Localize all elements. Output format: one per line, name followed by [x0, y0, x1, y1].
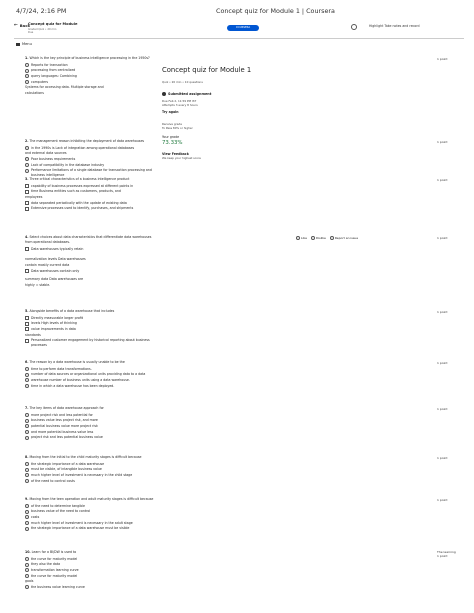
answer-option[interactable]: potential business value more project risk	[25, 424, 155, 429]
answer-option[interactable]: and more potential business value less	[25, 430, 155, 435]
coursera-logo[interactable]: COURSERA	[227, 25, 259, 31]
point-value: 1 point	[437, 310, 448, 314]
radio-button[interactable]	[25, 384, 29, 388]
submitted-status	[162, 92, 312, 96]
answer-option[interactable]: the business value learning curve	[25, 585, 155, 590]
answer-option: goals	[25, 579, 34, 584]
answer-option[interactable]: of the need to control costs	[25, 479, 155, 484]
radio-button[interactable]	[25, 468, 29, 472]
submitted-label: Submitted assignment	[168, 92, 212, 96]
checkbox[interactable]	[25, 207, 29, 211]
radio-button[interactable]	[25, 521, 29, 525]
checkbox[interactable]	[25, 184, 29, 188]
answer-option[interactable]: Performance limitations of a single database for transaction processing and business intelligence	[25, 168, 155, 178]
radio-button[interactable]	[25, 574, 29, 578]
radio-button[interactable]	[25, 413, 29, 417]
assignment-panel	[162, 66, 312, 160]
checkbox[interactable]	[25, 190, 29, 194]
radio-button[interactable]	[25, 585, 29, 589]
point-value: 1 point	[437, 236, 448, 240]
answer-option[interactable]: value improvements in data	[25, 327, 155, 332]
answer-option[interactable]: Reports for transaction	[25, 63, 155, 68]
due-value: Feb 2, 11:59 PM IST	[168, 99, 197, 103]
point-value: 1 point	[437, 498, 448, 502]
radio-button[interactable]	[25, 80, 29, 84]
report-issue-button[interactable]: Report an issue	[330, 236, 358, 240]
answer-option[interactable]: business value of the need to control	[25, 509, 155, 514]
radio-button[interactable]	[25, 568, 29, 572]
answer-option[interactable]: levels High levels of thinking	[25, 321, 155, 326]
answer-option[interactable]: business value less project risk, and more	[25, 418, 155, 423]
question-10	[25, 550, 155, 590]
point-value: 1 point	[437, 407, 448, 411]
checkbox[interactable]	[25, 269, 29, 273]
answer-option[interactable]: Lack of compatibility in the database industry	[25, 163, 155, 168]
course-sub-line-2: Due	[28, 31, 34, 35]
question-2	[25, 139, 155, 179]
question-8	[25, 455, 155, 484]
answer-option[interactable]: processing from centralized	[25, 68, 155, 73]
radio-button[interactable]	[25, 430, 29, 434]
answer-option: employees	[25, 194, 43, 199]
point-value: 1 point	[437, 361, 448, 365]
print-datetime: 4/7/24, 2:16 PM	[16, 7, 67, 15]
menu-button[interactable]	[16, 42, 32, 46]
radio-button[interactable]	[25, 527, 29, 531]
answer-option[interactable]: must be visible, of intangible business value	[25, 467, 155, 472]
radio-button[interactable]	[25, 557, 29, 561]
question-4	[25, 235, 155, 289]
answer-option[interactable]: costs	[25, 515, 155, 520]
radio-button[interactable]	[25, 473, 29, 477]
try-again-button[interactable]: Try again	[162, 110, 179, 114]
radio-button[interactable]	[25, 378, 29, 382]
point-value	[437, 550, 467, 558]
question-9	[25, 497, 155, 532]
radio-button[interactable]	[25, 504, 29, 508]
answer-option[interactable]: number of data sources or organizational units providing data to a data	[25, 372, 155, 377]
page-title: Concept quiz for Module 1	[162, 66, 252, 74]
answer-option: Systems for accessing data. Multiple storage and	[25, 85, 104, 90]
checkbox[interactable]	[25, 201, 29, 205]
answer-option[interactable]: much higher level of investment is necessary in the adult stage	[25, 521, 155, 526]
radio-button[interactable]	[25, 479, 29, 483]
answer-option[interactable]: the curve for maturity model	[25, 557, 155, 562]
answer-option[interactable]: more project risk and less potential for	[25, 413, 155, 418]
question-text: 1.Which is the key principle of business intelligence processing in the 1950s?	[25, 56, 150, 60]
check-circle-icon	[162, 92, 166, 96]
top-bar	[14, 21, 464, 36]
answer-option[interactable]: summary data Data warehouses are	[25, 277, 84, 282]
answer-option[interactable]: Extensive processes used to identify, purchases, and shipments	[25, 206, 155, 211]
dislike-button[interactable]: Dislike	[311, 236, 326, 240]
point-value: 1 point	[437, 178, 448, 182]
answer-option[interactable]: of the need to determine tangible	[25, 504, 155, 509]
radio-button[interactable]	[25, 373, 29, 377]
question-5	[25, 309, 155, 349]
answer-option[interactable]: the strategic importance of a data warehouse	[25, 462, 155, 467]
question-3	[25, 177, 155, 212]
grade-value: 73.33%	[162, 140, 183, 146]
due-label: Due	[162, 99, 168, 103]
feedback-row	[296, 236, 358, 240]
point-value: 1 point	[437, 57, 448, 61]
print-title: Concept quiz for Module 1 | Coursera	[216, 7, 335, 15]
answer-option[interactable]: the strategic importance of a data warehouse must be visible	[25, 526, 155, 531]
highest-score-note: We keep your highest score	[162, 156, 201, 160]
radio-button[interactable]	[25, 157, 29, 161]
question-text: 9.Moving from the teen operation and adult maturity stages is difficult because	[25, 497, 154, 501]
course-title: Concept quiz for Module	[28, 22, 78, 26]
radio-button[interactable]	[25, 367, 29, 371]
radio-button[interactable]	[25, 69, 29, 73]
answer-option[interactable]: the curve for maturity model	[25, 574, 155, 579]
radio-button[interactable]	[25, 146, 29, 150]
question-text: 5.Alongside benefits of a data warehouse that includes	[25, 309, 115, 313]
your-grade-label: Your grade	[162, 135, 180, 139]
answer-option[interactable]: data separated periodically with the update of existing data	[25, 201, 155, 206]
top-divider	[14, 38, 464, 39]
radio-button[interactable]	[25, 563, 29, 567]
question-1	[25, 56, 155, 96]
answer-option[interactable]: computers	[25, 80, 155, 85]
point-value: 1 point	[437, 140, 448, 144]
answer-option[interactable]: time Business entities such as customers, products, and	[25, 189, 155, 194]
arrow-left-icon: ←	[14, 23, 18, 28]
answer-option[interactable]: time to perform data transformations.	[25, 367, 155, 372]
radio-button[interactable]	[25, 515, 29, 519]
question-7	[25, 406, 155, 441]
checkbox[interactable]	[25, 339, 29, 343]
receive-grade-label: Receive grade	[162, 122, 182, 126]
answer-option[interactable]: in the 1990s is Lack of integration among operational databases	[25, 146, 155, 151]
thumbs-down-icon	[311, 236, 315, 240]
checkbox[interactable]	[25, 322, 29, 326]
radio-button[interactable]	[25, 419, 29, 423]
answer-option[interactable]: they also the data	[25, 562, 155, 567]
answer-option[interactable]: much higher level of investment is necessary in the child stage	[25, 473, 155, 478]
view-feedback-link[interactable]: View Feedback	[162, 152, 189, 156]
answer-option[interactable]: normalization levels Data warehouses	[25, 257, 86, 262]
point-value-text: 1 point	[437, 554, 448, 558]
radio-button[interactable]	[25, 163, 29, 167]
print-header	[0, 0, 474, 18]
radio-button[interactable]	[25, 63, 29, 67]
radio-button[interactable]	[25, 436, 29, 440]
quiz-meta: Quiz • 20 min • 10 questions	[162, 80, 203, 84]
question-text: 8.Moving from the initial to the child maturity stages is difficult because	[25, 455, 142, 459]
thumbs-up-icon	[296, 236, 300, 240]
checkbox[interactable]	[25, 327, 29, 331]
radio-button[interactable]	[25, 424, 29, 428]
highlight-icon[interactable]	[351, 24, 357, 30]
course-sub-line-1: Graded Quiz • 20 min	[28, 28, 57, 31]
question-6	[25, 360, 155, 389]
flag-icon	[330, 236, 334, 240]
question-text: 10.Learn for a BI/DW is used to	[25, 550, 77, 554]
answer-option: calculations	[25, 90, 44, 95]
radio-button[interactable]	[25, 462, 29, 466]
question-text: 4.Select choices about data characteristics that differentiate data warehouses from operational databases.	[25, 235, 152, 244]
answer-option[interactable]: warehouse number of business units using a data warehouse.	[25, 378, 155, 383]
checkbox[interactable]	[25, 247, 29, 251]
question-text: 3.Three critical characteristics of a business intelligence product	[25, 177, 130, 181]
answer-option: and external data sources	[25, 151, 67, 156]
answer-option[interactable]: Poor business requirements	[25, 157, 155, 162]
radio-button[interactable]	[25, 510, 29, 514]
radio-button[interactable]	[25, 169, 29, 173]
question-text: 6.The reason by a data warehouse is usually unable to be the	[25, 360, 125, 364]
answer-option[interactable]: project risk and less potential business value	[25, 435, 155, 440]
answer-option[interactable]: Directly measurable larger profit	[25, 316, 155, 321]
answer-option[interactable]: capability of business processes expressed at different points in	[25, 184, 155, 189]
checkbox[interactable]	[25, 316, 29, 320]
hamburger-icon	[16, 43, 20, 46]
answer-option[interactable]: time in which a data warehouse has been deployed.	[25, 384, 155, 389]
answer-option[interactable]: Data warehouses contain only	[25, 269, 155, 274]
answer-option: standards	[25, 332, 41, 337]
answer-option: highly = stable.	[25, 282, 51, 287]
attempts-info: Attempts 3 every 8 hours	[162, 103, 198, 107]
answer-option[interactable]: transformation learning curve	[25, 568, 155, 573]
point-value: 1 point	[437, 456, 448, 460]
radio-button[interactable]	[25, 74, 29, 78]
answer-option[interactable]: Data warehouses typically retain	[25, 247, 155, 252]
question-text: 2.The management reason inhibiting the deployment of data warehouses	[25, 139, 145, 143]
answer-option[interactable]: query languages: Combining	[25, 74, 155, 79]
to-pass-info: To Pass 80% or higher	[162, 126, 193, 130]
menu-label: Menu	[22, 42, 32, 46]
point-note: The learning	[437, 550, 456, 554]
question-text: 7.The key items of data warehouse approach for	[25, 406, 104, 410]
course-subtitle	[28, 28, 56, 34]
answer-option: contain mostly current data	[25, 262, 70, 267]
back-label: Back	[19, 23, 31, 28]
like-button[interactable]: Like	[296, 236, 307, 240]
highlight-link[interactable]: Highlight Take notes and record	[369, 24, 420, 28]
answer-option[interactable]: Personalized customer engagement by historical reporting about business processes	[25, 338, 155, 348]
